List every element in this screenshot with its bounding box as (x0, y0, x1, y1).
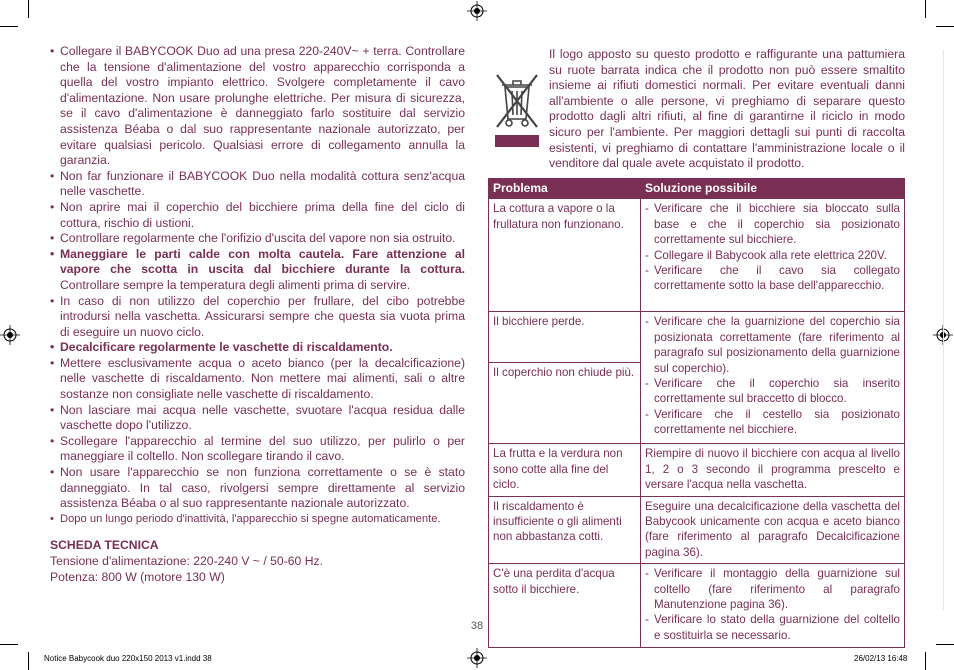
list-item: • Controllare regolarmente che l'orifizio d'uscita del vapore non sia ostruito. (50, 231, 465, 247)
warning-text: Maneggiare le parti calde con molta cautela. Fare attenzione al vapore che scotta in uscita dal bicchiere durante la cottura. (60, 246, 465, 277)
solution-item: - Verificare che il cavo sia collegato correttamente sotto la base dell'apparecchio. (645, 263, 900, 294)
safety-instructions (50, 44, 465, 527)
problem-text: Il coperchio non chiude più. (493, 366, 635, 380)
solution-item: - Verificare che il cestello sia posizionato correttamente nel bicchiere. (645, 407, 900, 438)
column-header-solution: Soluzione possibile (641, 179, 905, 199)
list-item: • Non lasciare mai acqua nelle vaschette, svuotare l'acqua residua dalle vaschette dopo l'utilizzo. (50, 403, 465, 434)
solution-item: Riempire di nuovo il bicchiere con acqua al livello 1, 2 o 3 secondo il programma prescelto e versare l'acqua nella vaschetta. (645, 447, 900, 492)
solution-cell (641, 444, 905, 496)
solution-cell (641, 496, 905, 564)
list-item: • Scollegare l'apparecchio al termine del suo utilizzo, per pulirlo o per maneggiare il coltello. Non scollegare tirando il cavo. (50, 434, 465, 465)
crossed-out-bin-icon (491, 69, 543, 153)
problem-cell: Il riscaldamento è insufficiente o gli alimenti non abbastanza cotti. (489, 496, 641, 564)
list-item-warning (50, 247, 465, 294)
list-item-warning: • Decalcificare regolarmente le vaschette di riscaldamento. (50, 340, 465, 356)
troubleshooting-table (488, 178, 905, 648)
list-item: • In caso di non utilizzo del coperchio per frullare, del cibo potrebbe introdursi nella vaschetta. Assicurarsi sempre che questa sia vuota prima di eseguire un nuovo ciclo. (50, 294, 465, 341)
solution-item: - Verificare il montaggio della guarnizione sul coltello (fare riferimento al paragrafo Manutenzione pagina 36). (645, 566, 900, 612)
list-item: • Non far funzionare il BABYCOOK Duo nella modalità cottura senz'acqua nelle vaschette. (50, 169, 465, 200)
crop-mark (0, 644, 18, 645)
footer-date: 26/02/13 16:48 (854, 654, 908, 663)
footer-file-info: Notice Babycook duo 220x150 2013 v1.indd 38 (44, 654, 212, 663)
tech-voltage: Tensione d'alimentazione: 220-240 V ~ / 50-60 Hz. (50, 554, 323, 568)
list-item: • Non usare l'apparecchio se non funziona correttamente o se è stato danneggiato. In tal caso, rivolgersi sempre direttamente al servizio assistenza Béaba o al suo rappresentante nazionale autorizzato. (50, 465, 465, 512)
column-header-problem: Problema (489, 179, 641, 199)
solution-cell (641, 564, 905, 648)
table-row (489, 564, 905, 648)
table-row (489, 199, 905, 312)
registration-mark-icon (467, 1, 487, 21)
warning-tail: Controllare sempre la temperatura degli alimenti prima di servire. (60, 277, 411, 292)
registration-mark-icon (0, 325, 20, 345)
crop-mark (0, 26, 18, 27)
list-item: • Collegare il BABYCOOK Duo ad una presa 220-240V~ + terra. Controllare che la tensione d'alimentazione del vostro apparecchio corrisponda a quella del vostro impianto elettrico. Svolgere completamente il cavo d'alimentazione. Non usare prolunghe elettriche. Per misura di sicurezza, se il cavo d'alimentazione è danneggiato farlo sostituire dal servizio assistenza Béaba o dal suo rappresentante nazionale autorizzato, per evitare qualsiasi pericolo. Qualsiasi errore di collegamento annulla la garanzia. (50, 44, 465, 169)
table-header-row (489, 179, 905, 199)
tech-sheet (50, 537, 465, 585)
crop-mark (925, 652, 926, 670)
crop-mark (936, 644, 954, 645)
solution-item: - Collegare il Babycook alla rete elettrica 220V. (645, 248, 900, 263)
solution-cell (641, 199, 905, 312)
problem-cell: C'è una perdita d'acqua sotto il bicchiere. (489, 564, 641, 648)
solution-item: - Verificare che il bicchiere sia bloccato sulla base e che il coperchio sia posizionato correttamente sul bicchiere. (645, 201, 900, 247)
weee-notice: Il logo apposto su questo prodotto e raffigurante una pattumiera su ruote barrata indica che il prodotto non può essere smaltito insieme ai rifiuti domestici normali. Per evitare eventuali danni all'ambiente o alle persone, vi preghiamo di separare questo prodotto dagli altri rifiuti, al fine di garantirne il riciclo in modo sicuro per l'ambiente. Per maggiori dettagli sui punti di raccolta esistenti, vi preghiamo di contattare l'amministrazione locale o il venditore dal quale avete acquistato il prodotto. (549, 47, 905, 171)
table-row (489, 444, 905, 496)
problem-cell: La cottura a vapore o la frullatura non funzionano. (489, 199, 641, 312)
list-item: • Dopo un lungo periodo d'inattività, l'apparecchio si spegne automaticamente. (50, 512, 465, 528)
problem-cell (489, 312, 641, 444)
registration-mark-icon (467, 648, 487, 668)
solution-item: - Verificare che il coperchio sia inserito correttamente sul braccetto di blocco. (645, 376, 900, 407)
solution-cell (641, 312, 905, 444)
tech-power: Potenza: 800 W (motore 130 W) (50, 570, 225, 584)
table-row (489, 312, 905, 444)
list-item: • Non aprire mai il coperchio del bicchiere prima della fine del ciclo di cottura, rischio di ustioni. (50, 200, 465, 231)
solution-item: - Verificare lo stato della guarnizione del coltello e sostituirla se necessario. (645, 612, 900, 643)
crop-mark (28, 652, 29, 670)
problem-text: Il bicchiere perde. (489, 312, 640, 363)
solution-item: - Verificare che la guarnizione del coperchio sia posizionata correttamente (fare riferimento al paragrafo sul posizionamento della guarnizione sul coperchio). (645, 314, 900, 376)
crop-mark (925, 0, 926, 18)
margin-guide (943, 50, 944, 610)
page-number: 38 (470, 620, 484, 632)
problem-cell: La frutta e la verdura non sono cotte alla fine del ciclo. (489, 444, 641, 496)
table-row (489, 496, 905, 564)
list-item: • Mettere esclusivamente acqua o aceto bianco (per la decalcificazione) nelle vaschette di riscaldamento. Non mettere mai alimenti, sali o altre sostanze non consigliate nelle vaschette di riscaldamento. (50, 356, 465, 403)
crop-mark (28, 0, 29, 18)
tech-sheet-heading: SCHEDA TECNICA (50, 538, 159, 552)
solution-item: Eseguire una decalcificazione della vaschetta del Babycook unicamente con acqua e aceto bianco (fare riferimento al paragrafo Decalcificazione pagina 36). (645, 499, 900, 559)
safety-list (50, 44, 465, 527)
crop-mark (936, 26, 954, 27)
